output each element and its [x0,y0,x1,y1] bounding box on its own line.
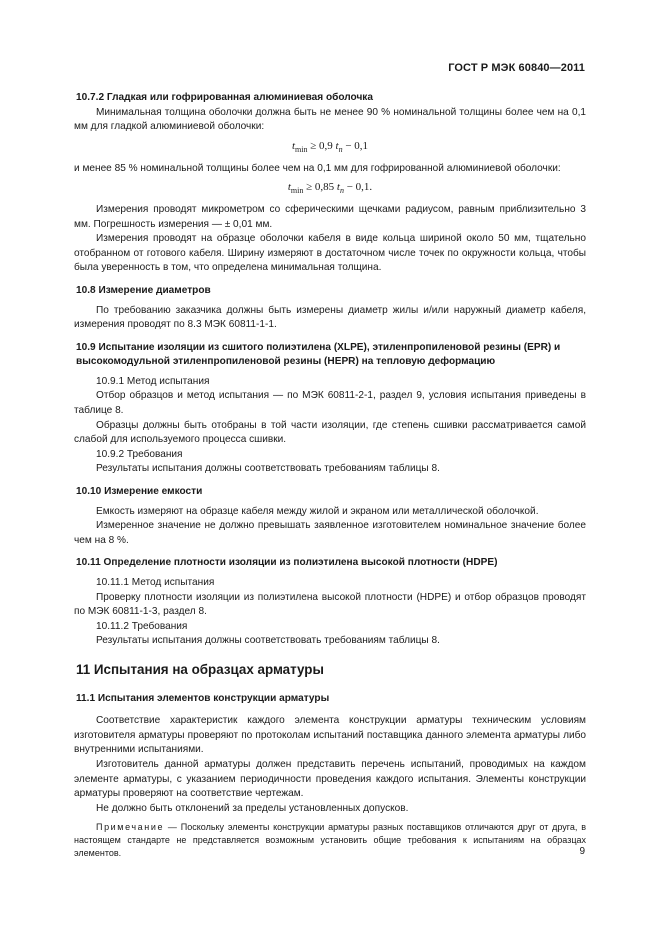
paragraph: Отбор образцов и метод испытания — по МЭК 60811-2-1, раздел 9, условия испытания приведены в таблице 8. [74,390,586,417]
paragraph: Не должно быть отклонений за пределы установленных допусков. [96,802,409,814]
paragraph: Результаты испытания должны соответствовать требованиям таблицы 8. [96,463,440,475]
paragraph: Образцы должны быть отобраны в той части изоляции, где степень сшивки рассматривается самой слабой для используемого процесса сшивки. [74,419,586,446]
paragraph: и менее 85 % номинальной толщины более чем на 0,1 мм для гофрированной алюминиевой оболочки: [74,162,561,174]
section-10-9-title: 10.9 Испытание изоляции из сшитого полиэтилена (XLPE), этиленпропиленовой резины (EPR) и высокомодульной этиленпропиленовой резины (HEPR) на тепловую деформацию [76,341,561,368]
section-11-1-title: 11.1 Испытания элементов конструкции арматуры [76,692,330,704]
paragraph: Измерения проводят микрометром со сферическими щечками радиусом, равным приблизительно 3 мм. Погрешность измерения — ± 0,01 мм. [74,203,586,230]
note [74,821,586,859]
section-11-title: 11 Испытания на образцах арматуры [76,661,324,677]
subsection-title: 10.9.2 Требования [96,448,183,460]
page-content [74,91,586,859]
note-text: — Поскольку элементы конструкции арматуры разных поставщиков отличаются друг от друга, в настоящем стандарте не представляется возможным установить общие требования к испытаниям на образцах элементов. [74,822,586,858]
note-label: Примечание [96,822,165,833]
paragraph: По требованию заказчика должны быть измерены диаметр жилы и/или наружный диаметр кабеля, измерения проводят по 8.3 МЭК 60811-1-1. [74,304,586,331]
paragraph: Результаты испытания должны соответствовать требованиям таблицы 8. [96,635,440,647]
document-code: ГОСТ Р МЭК 60840—2011 [448,62,585,74]
formula-2: $t_{min} \ge 0,85$ $t_n - 0,1$. [287,181,373,196]
paragraph: Изготовитель данной арматуры должен представить перечень испытаний, проводимых на каждом элементе арматуры, с указанием периодичности проведения каждого испытания. Элементы конструкции арматуры проверяют на соответствие чертежам. [74,758,586,800]
paragraph: Измерения проводят на образце оболочки кабеля в виде кольца шириной около 50 мм, тщательно отобранном от готового кабеля. Ширину измеряют в достаточном числе точек по окружности кольца, чтобы была уверенность в том, что определена минимальная толщина. [74,233,586,274]
page-number: 9 [579,846,585,857]
subsection-title: 10.11.1 Метод испытания [96,577,215,588]
paragraph: Соответствие характеристик каждого элемента конструкции арматуры техническим условиям изготовителя арматуры проверяют по протоколам испытаний поставщика данного элемента арматуры либо внутренними испытаниями. [74,715,586,756]
paragraph: Емкость измеряют на образце кабеля между жилой и экраном или металлической оболочкой. [96,505,539,517]
subsection-title: 10.9.1 Метод испытания [96,375,210,387]
section-10-8-title: 10.8 Измерение диаметров [76,284,211,296]
section-10-11-title: 10.11 Определение плотности изоляции из полиэтилена высокой плотности (HDPE) [76,557,498,569]
paragraph: Минимальная толщина оболочки должна быть не менее 90 % номинальной толщины более чем на 0,1 мм для гладкой алюминиевой оболочки: [74,106,586,133]
section-10-10-title: 10.10 Измерение емкости [76,486,203,498]
paragraph: Измеренное значение не должно превышать заявленное изготовителем номинальное значение более чем на 8 %. [74,520,586,546]
subsection-title: 10.11.2 Требования [96,620,188,632]
section-10-7-2-title: 10.7.2 Гладкая или гофрированная алюминиевая оболочка [76,92,373,103]
formula-1: $t_{min} \ge 0,9$ $t_n - 0,1$ [291,139,369,154]
paragraph: Проверку плотности изоляции из полиэтилена высокой плотности (HDPE) и отбор образцов проводят по МЭК 60811-1-3, раздел 8. [74,591,586,618]
